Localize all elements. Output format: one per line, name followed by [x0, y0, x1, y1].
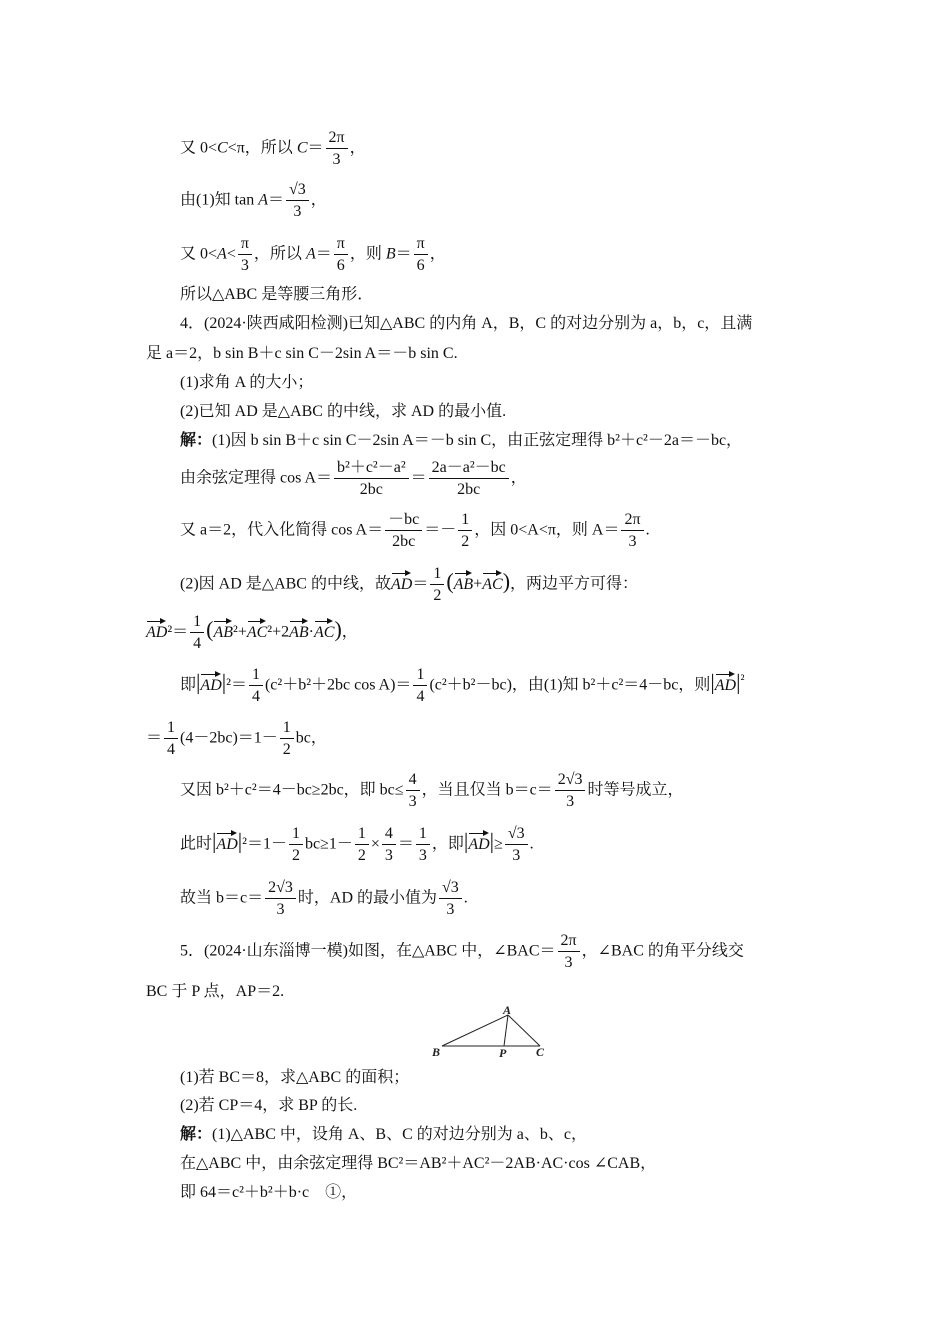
label-b: B [432, 1045, 441, 1059]
line-1: 又 0<C<π，所以 C＝ $\frac{2\pi}{3}$ ， [180, 129, 366, 168]
side-ab [442, 1015, 508, 1046]
solution-line-4: (2)因 AD 是△ABC 的中线，故AD＝ $\frac{1}{2}$ (AB+AC)，两边平方可得： [180, 565, 639, 604]
problem-5-question-1: (1)若 BC＝8，求△ABC 的面积； [180, 1069, 410, 1086]
problem-5-title: 5．(2024·山东淄博一模)如图，在△ABC 中，∠BAC＝ $\frac{2\pi}{3}$ ，∠BAC 的角平分线交 [180, 932, 744, 971]
label-p: P [499, 1046, 507, 1060]
line-4: 所以△ABC 是等腰三角形． [180, 286, 374, 303]
side-ac [508, 1015, 540, 1046]
fraction: $\frac{√3}{3}$ [286, 182, 309, 220]
solution-line-7: ＝ $\frac{1}{4}$ (4－2bc)＝1－ $\frac{1}{2}$ bc， [146, 719, 327, 758]
solution-line-9: 此时|AD|²＝1－ $\frac{1}{2}$ bc≥1－ $\frac{1}{2}$ × $\frac{4}{3}$ ＝ $\frac{1}{3}$ ，即|AD|≥ $\frac{√3}{3}$ . [180, 825, 534, 864]
solution-line-8: 又因 b²＋c²＝4－bc≥2bc，即 bc≤ $\frac{4}{3}$ ，当且仅当 b＝c＝ $\frac{2√3}{3}$ 时等号成立， [180, 771, 684, 810]
problem-4-title: 4．(2024·陕西咸阳检测)已知△ABC 的内角 A，B，C 的对边分别为 a，b，c，且满 [180, 315, 753, 332]
solution-line-6: 即|AD|²＝ $\frac{1}{4}$ (c²＋b²＋2bc cos A)＝ $\frac{1}{4}$ (c²＋b²－bc)，由(1)知 b²＋c²＝4－bc，则$|AD|^{^2}$ [180, 666, 745, 705]
problem-4-question-1: (1)求角 A 的大小； [180, 374, 314, 391]
label-a: A [503, 1004, 512, 1017]
bisector-ap [504, 1015, 508, 1046]
solution-line-10: 故当 b＝c＝ $\frac{2√3}{3}$ 时，AD 的最小值为 $\frac{√3}{3}$ . [180, 879, 468, 918]
triangle-figure [428, 1004, 558, 1062]
problem-5-line-2: BC 于 P 点，AP＝2. [146, 983, 285, 1000]
line-2: 由(1)知 tan A＝ $\frac{√3}{3}$ ， [180, 181, 327, 220]
solution-line-2: 由余弦定理得 cos A＝ $\frac{\text{b²＋c²－a²}}{2bc}$ ＝ $\frac{\text{2a－a²－bc}}{2bc}$ ， [180, 459, 527, 498]
problem-5-question-2: (2)若 CP＝4，求 BP 的长. [180, 1097, 358, 1114]
solution-5-line-1: 解：(1)△ABC 中，设角 A、B、C 的对边分别为 a、b、c， [180, 1126, 587, 1143]
solution-line-3: 又 a＝2，代入化简得 cos A＝ $\frac{-bc}{2bc}$ ＝－ $\frac{1}{2}$ ，因 0<A<π，则 A＝ $\frac{2\pi}{3}$ . [180, 511, 650, 550]
solution-5-line-3: 即 64＝c²＋b²＋b·c ①， [180, 1184, 358, 1201]
problem-4-question-2: (2)已知 AD 是△ABC 的中线，求 AD 的最小值. [180, 403, 507, 420]
solution-line-1: 解：(1)因 b sin B＋c sin C－2sin A＝－b sin C，由正弦定理得 b²＋c²－2a＝－bc， [180, 432, 743, 449]
fraction: $\frac{2\pi}{3}$ [326, 130, 348, 168]
label-c: C [536, 1045, 545, 1059]
line-3: 又 0<A< $\frac{\pi}{3}$ ，所以 A＝ $\frac{\pi}{6}$ ，则 B＝ $\frac{\pi}{6}$ ， [180, 235, 446, 274]
solution-5-line-2: 在△ABC 中，由余弦定理得 BC²＝AB²＋AC²－2AB·AC·cos ∠CAB， [180, 1155, 657, 1172]
problem-4-condition: 足 a＝2，b sin B＋c sin C－2sin A＝－b sin C. [146, 345, 458, 362]
solution-line-5: AD²＝ $\frac{1}{4}$ (AB²+AC²+2AB·AC)， [146, 613, 358, 652]
